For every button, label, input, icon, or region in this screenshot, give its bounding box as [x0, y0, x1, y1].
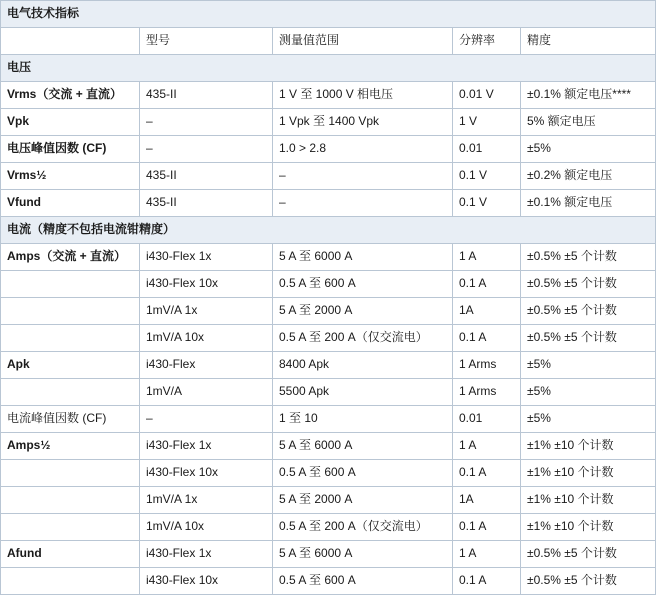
- cell-accuracy: ±0.5% ±5 个计数: [521, 325, 656, 352]
- table-row: [1, 379, 656, 406]
- cell-accuracy: ±1% ±10 个计数: [521, 514, 656, 541]
- cell-resolution: 1 Arms: [453, 352, 521, 379]
- column-header-accuracy: 精度: [521, 28, 656, 55]
- cell-resolution: 1 V: [453, 109, 521, 136]
- cell-label: Vfund: [1, 190, 140, 217]
- table-row: [1, 271, 656, 298]
- table-title: 电气技术指标: [1, 1, 656, 28]
- table-title-row: [1, 1, 656, 28]
- cell-accuracy: ±0.5% ±5 个计数: [521, 271, 656, 298]
- table-row: [1, 433, 656, 460]
- cell-label: [1, 568, 140, 595]
- cell-range: 1 至 10: [273, 406, 453, 433]
- cell-model: 435-II: [140, 82, 273, 109]
- cell-model: 1mV/A 1x: [140, 298, 273, 325]
- cell-range: 5500 Apk: [273, 379, 453, 406]
- cell-accuracy: ±5%: [521, 136, 656, 163]
- cell-resolution: 0.1 A: [453, 568, 521, 595]
- cell-model: i430-Flex 1x: [140, 541, 273, 568]
- table-row: [1, 136, 656, 163]
- cell-model: i430-Flex 10x: [140, 460, 273, 487]
- table-header-row: [1, 28, 656, 55]
- cell-range: –: [273, 190, 453, 217]
- table-section-row: [1, 217, 656, 244]
- cell-model: –: [140, 406, 273, 433]
- cell-range: 8400 Apk: [273, 352, 453, 379]
- cell-resolution: 0.1 A: [453, 325, 521, 352]
- cell-accuracy: 5% 额定电压: [521, 109, 656, 136]
- cell-model: i430-Flex 10x: [140, 568, 273, 595]
- cell-model: –: [140, 136, 273, 163]
- table-row: [1, 163, 656, 190]
- cell-accuracy: ±0.1% 额定电压****: [521, 82, 656, 109]
- cell-model: 1mV/A: [140, 379, 273, 406]
- cell-label: [1, 325, 140, 352]
- cell-resolution: 0.01: [453, 136, 521, 163]
- cell-label: Vpk: [1, 109, 140, 136]
- cell-accuracy: ±0.5% ±5 个计数: [521, 298, 656, 325]
- table-row: [1, 244, 656, 271]
- cell-model: 1mV/A 10x: [140, 325, 273, 352]
- cell-resolution: 1 A: [453, 541, 521, 568]
- cell-resolution: 0.1 V: [453, 190, 521, 217]
- cell-accuracy: ±0.1% 额定电压: [521, 190, 656, 217]
- cell-accuracy: ±0.5% ±5 个计数: [521, 568, 656, 595]
- table-row: [1, 82, 656, 109]
- cell-range: 0.5 A 至 600 A: [273, 271, 453, 298]
- cell-model: i430-Flex: [140, 352, 273, 379]
- section-label: 电压: [1, 55, 656, 82]
- table-row: [1, 541, 656, 568]
- table-section-row: [1, 55, 656, 82]
- cell-label: Afund: [1, 541, 140, 568]
- cell-resolution: 1 Arms: [453, 379, 521, 406]
- cell-label: [1, 514, 140, 541]
- cell-accuracy: ±1% ±10 个计数: [521, 433, 656, 460]
- cell-range: 5 A 至 2000 A: [273, 298, 453, 325]
- cell-label: [1, 460, 140, 487]
- cell-model: 435-II: [140, 190, 273, 217]
- cell-model: i430-Flex 10x: [140, 271, 273, 298]
- cell-resolution: 0.01: [453, 406, 521, 433]
- cell-resolution: 0.1 A: [453, 271, 521, 298]
- cell-label: [1, 271, 140, 298]
- cell-model: 1mV/A 1x: [140, 487, 273, 514]
- cell-resolution: 0.01 V: [453, 82, 521, 109]
- cell-label: Vrms½: [1, 163, 140, 190]
- cell-label: Amps½: [1, 433, 140, 460]
- cell-range: 1.0 > 2.8: [273, 136, 453, 163]
- cell-range: 1 V 至 1000 V 相电压: [273, 82, 453, 109]
- cell-range: 0.5 A 至 200 A（仅交流电）: [273, 514, 453, 541]
- table-row: [1, 514, 656, 541]
- cell-label: Vrms（交流 + 直流）: [1, 82, 140, 109]
- cell-label: Apk: [1, 352, 140, 379]
- cell-accuracy: ±5%: [521, 406, 656, 433]
- column-header-range: 测量值范围: [273, 28, 453, 55]
- table-row: [1, 298, 656, 325]
- column-header-resolution: 分辨率: [453, 28, 521, 55]
- cell-label: [1, 487, 140, 514]
- cell-resolution: 0.1 V: [453, 163, 521, 190]
- cell-range: 0.5 A 至 200 A（仅交流电）: [273, 325, 453, 352]
- cell-label: Amps（交流 + 直流）: [1, 244, 140, 271]
- cell-model: 1mV/A 10x: [140, 514, 273, 541]
- column-header-model: 型号: [140, 28, 273, 55]
- cell-accuracy: ±5%: [521, 379, 656, 406]
- cell-resolution: 0.1 A: [453, 460, 521, 487]
- cell-range: 0.5 A 至 600 A: [273, 460, 453, 487]
- cell-range: 0.5 A 至 600 A: [273, 568, 453, 595]
- section-label: 电流（精度不包括电流钳精度）: [1, 217, 656, 244]
- table-row: [1, 460, 656, 487]
- cell-resolution: 1 A: [453, 433, 521, 460]
- cell-label: 电流峰值因数 (CF): [1, 406, 140, 433]
- table-row: [1, 487, 656, 514]
- cell-resolution: 1A: [453, 487, 521, 514]
- cell-model: 435-II: [140, 163, 273, 190]
- cell-label: [1, 298, 140, 325]
- cell-accuracy: ±0.2% 额定电压: [521, 163, 656, 190]
- cell-range: 5 A 至 6000 A: [273, 433, 453, 460]
- table-row: [1, 325, 656, 352]
- cell-range: –: [273, 163, 453, 190]
- cell-range: 5 A 至 6000 A: [273, 541, 453, 568]
- cell-resolution: 1A: [453, 298, 521, 325]
- cell-accuracy: ±0.5% ±5 个计数: [521, 541, 656, 568]
- cell-model: i430-Flex 1x: [140, 244, 273, 271]
- cell-accuracy: ±1% ±10 个计数: [521, 460, 656, 487]
- cell-model: i430-Flex 1x: [140, 433, 273, 460]
- table-row: [1, 406, 656, 433]
- table-row: [1, 190, 656, 217]
- table-row: [1, 109, 656, 136]
- cell-accuracy: ±0.5% ±5 个计数: [521, 244, 656, 271]
- cell-label: 电压峰值因数 (CF): [1, 136, 140, 163]
- cell-accuracy: ±5%: [521, 352, 656, 379]
- cell-resolution: 1 A: [453, 244, 521, 271]
- cell-accuracy: ±1% ±10 个计数: [521, 487, 656, 514]
- cell-range: 5 A 至 2000 A: [273, 487, 453, 514]
- table-row: [1, 568, 656, 595]
- table-body: [1, 1, 656, 595]
- cell-label: [1, 379, 140, 406]
- cell-model: –: [140, 109, 273, 136]
- cell-range: 1 Vpk 至 1400 Vpk: [273, 109, 453, 136]
- table-row: [1, 352, 656, 379]
- column-header-blank: [1, 28, 140, 55]
- cell-resolution: 0.1 A: [453, 514, 521, 541]
- cell-range: 5 A 至 6000 A: [273, 244, 453, 271]
